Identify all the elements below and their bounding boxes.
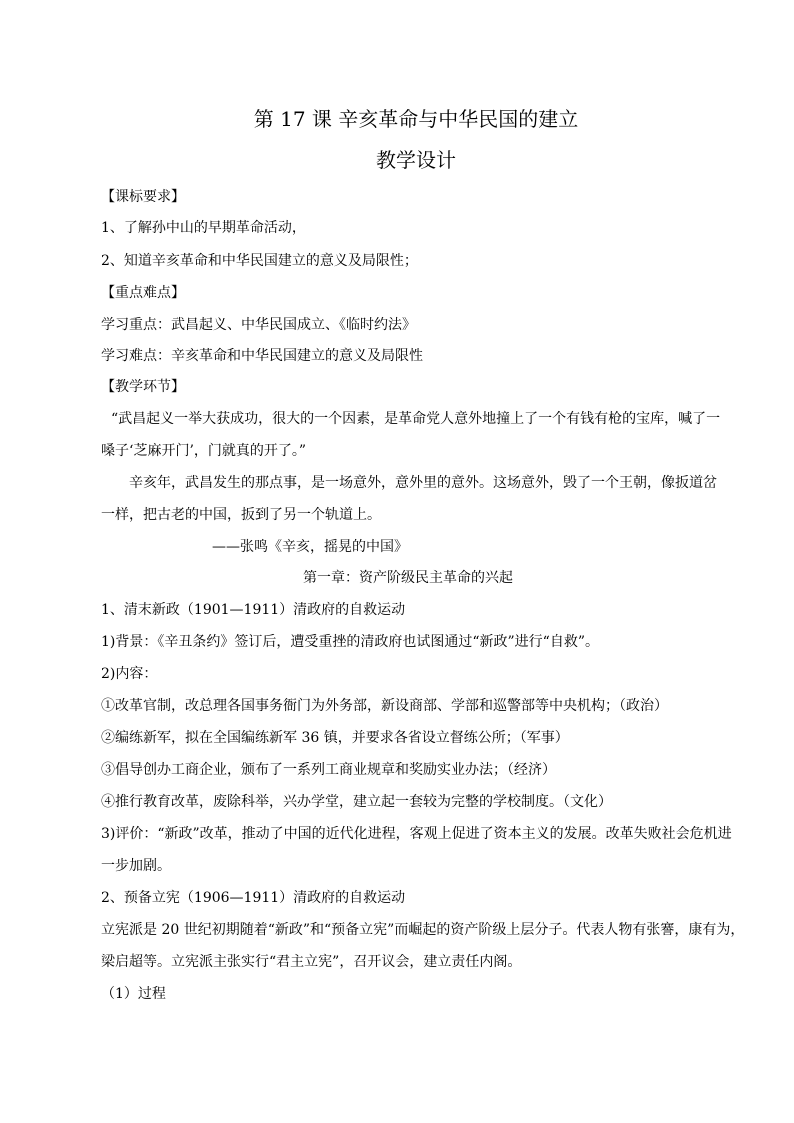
text-line: 2、预备立宪（1906—1911）清政府的自救运动 — [101, 890, 406, 906]
text-line: 2)内容： — [101, 666, 158, 682]
chapter-heading: 第一章：资产阶级民主革命的兴起 — [303, 570, 513, 586]
quote-line: 一样，把古老的中国，扳到了另一个轨道上。 — [101, 507, 381, 523]
text-line: ④推行教育改革，废除科举，兴办学堂，建立起一套较为完整的学校制度。（文化） — [101, 794, 612, 810]
section-heading: 【课标要求】 — [101, 189, 185, 205]
text-line: ①改革官制，改总理各国事务衙门为外务部，新设商部、学部和巡警部等中央机构；（政治） — [101, 698, 668, 714]
text-line: 学习难点：辛亥革命和中华民国建立的意义及局限性 — [101, 348, 423, 364]
document-title: 第 17 课 辛亥革命与中华民国的建立 — [253, 107, 579, 131]
section-heading: 【教学环节】 — [101, 379, 185, 395]
quote-line: 嗓子‘芝麻开门’，门就真的开了。” — [101, 443, 307, 459]
text-line: （1）过程 — [101, 986, 166, 1002]
text-line: ③倡导创办工商企业，颁布了一系列工商业规章和奖励实业办法；（经济） — [101, 762, 556, 778]
text-line: 3)评价：“新政”改革，推动了中国的近代化进程，客观上促进了资本主义的发展。改革失败社会危机进 — [101, 826, 732, 842]
quote-line: “武昌起义一举大获成功，很大的一个因素，是革命党人意外地撞上了一个有钱有枪的宝库，喊了一 — [111, 411, 721, 427]
text-line: 学习重点：武昌起义、中华民国成立、《临时约法》 — [101, 317, 416, 333]
quote-attribution: ——张鸣《辛亥，摇晃的中国》 — [212, 539, 408, 555]
section-heading: 【重点难点】 — [101, 285, 185, 301]
text-line: 梁启超等。立宪派主张实行“君主立宪”，召开议会，建立责任内阁。 — [101, 954, 522, 970]
document-subtitle: 教学设计 — [376, 148, 456, 172]
text-line: 2、知道辛亥革命和中华民国建立的意义及局限性； — [101, 253, 418, 269]
text-line: 一步加剧。 — [101, 858, 171, 874]
text-line: 1)背景：《辛丑条约》签订后，遭受重挫的清政府也试图通过“新政”进行“自救”。 — [101, 634, 599, 650]
text-line: 1、清末新政（1901—1911）清政府的自救运动 — [101, 602, 406, 618]
text-line: 立宪派是 20 世纪初期随着“新政”和“预备立宪”而崛起的资产阶级上层分子。代表人物有张謇，康有为， — [101, 922, 745, 938]
text-line: 1、了解孙中山的早期革命活动， — [101, 220, 306, 236]
text-line: ②编练新军，拟在全国编练新军 36 镇，并要求各省设立督练公所；（军事） — [101, 730, 569, 746]
quote-line: 辛亥年，武昌发生的那点事，是一场意外，意外里的意外。这场意外，毁了一个王朝，像扳道岔 — [129, 475, 717, 491]
